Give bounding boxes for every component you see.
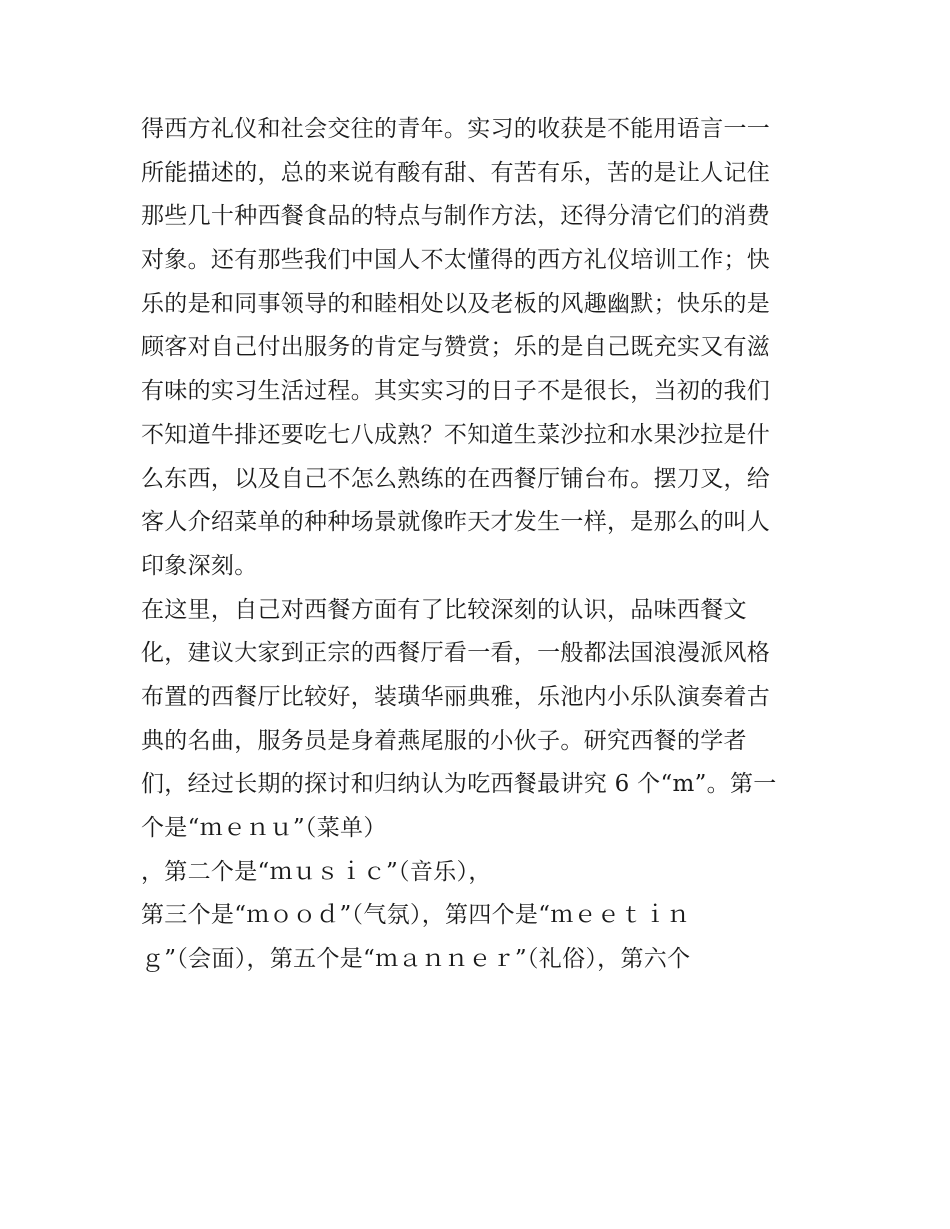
text-line: 乐的是和同事领导的和睦相处以及老板的风趣幽默；快乐的是 bbox=[141, 290, 771, 317]
document-body bbox=[141, 108, 821, 982]
text-line: 个是“ｍｅｎｕ”（菜单） bbox=[141, 815, 387, 841]
text-line: 那些几十种西餐食品的特点与制作方法，还得分清它们的消费 bbox=[141, 203, 771, 230]
text-line: 有味的实习生活过程。其实实习的日子不是很长，当初的我们 bbox=[141, 378, 771, 405]
text-line: 得西方礼仪和社会交往的青年。实习的收获是不能用语言一一 bbox=[141, 116, 771, 142]
text-line: 第三个是“ｍｏｏｄ”（气氛），第四个是“ｍｅｅｔｉｎ bbox=[141, 902, 691, 929]
text-line: 所能描述的，总的来说有酸有甜、有苦有乐，苦的是让人记住 bbox=[141, 159, 771, 186]
text-line: 在这里，自己对西餐方面有了比较深刻的认识，品味西餐文 bbox=[141, 596, 747, 623]
text-line: 布置的西餐厅比较好，装璜华丽典雅，乐池内小乐队演奏着古 bbox=[141, 683, 771, 710]
text-line: 印象深刻。 bbox=[141, 552, 258, 579]
text-line: ，第二个是“ｍｕｓｉｃ”（音乐）， bbox=[141, 858, 492, 885]
text-line: 们，经过长期的探讨和归纳认为吃西餐最讲究 6 个“m”。第一 bbox=[141, 771, 777, 798]
text-line: 对象。还有那些我们中国人不太懂得的西方礼仪培训工作；快 bbox=[141, 247, 771, 274]
text-line: 典的名曲，服务员是身着燕尾服的小伙子。研究西餐的学者 bbox=[141, 727, 747, 754]
text-line: 化，建议大家到正宗的西餐厅看一看，一般都法国浪漫派风格 bbox=[141, 640, 771, 667]
text-line: 客人介绍菜单的种种场景就像昨天才发生一样，是那么的叫人 bbox=[141, 509, 771, 536]
text-line: ｇ”（会面），第五个是“ｍａｎｎｅｒ”（礼俗），第六个 bbox=[141, 946, 691, 973]
text-line: 么东西，以及自己不怎么熟练的在西餐厅铺台布。摆刀叉，给 bbox=[141, 465, 771, 492]
text-line: 顾客对自己付出服务的肯定与赞赏；乐的是自己既充实又有滋 bbox=[141, 334, 771, 361]
text-line: 不知道牛排还要吃七八成熟？不知道生菜沙拉和水果沙拉是什 bbox=[141, 421, 771, 448]
